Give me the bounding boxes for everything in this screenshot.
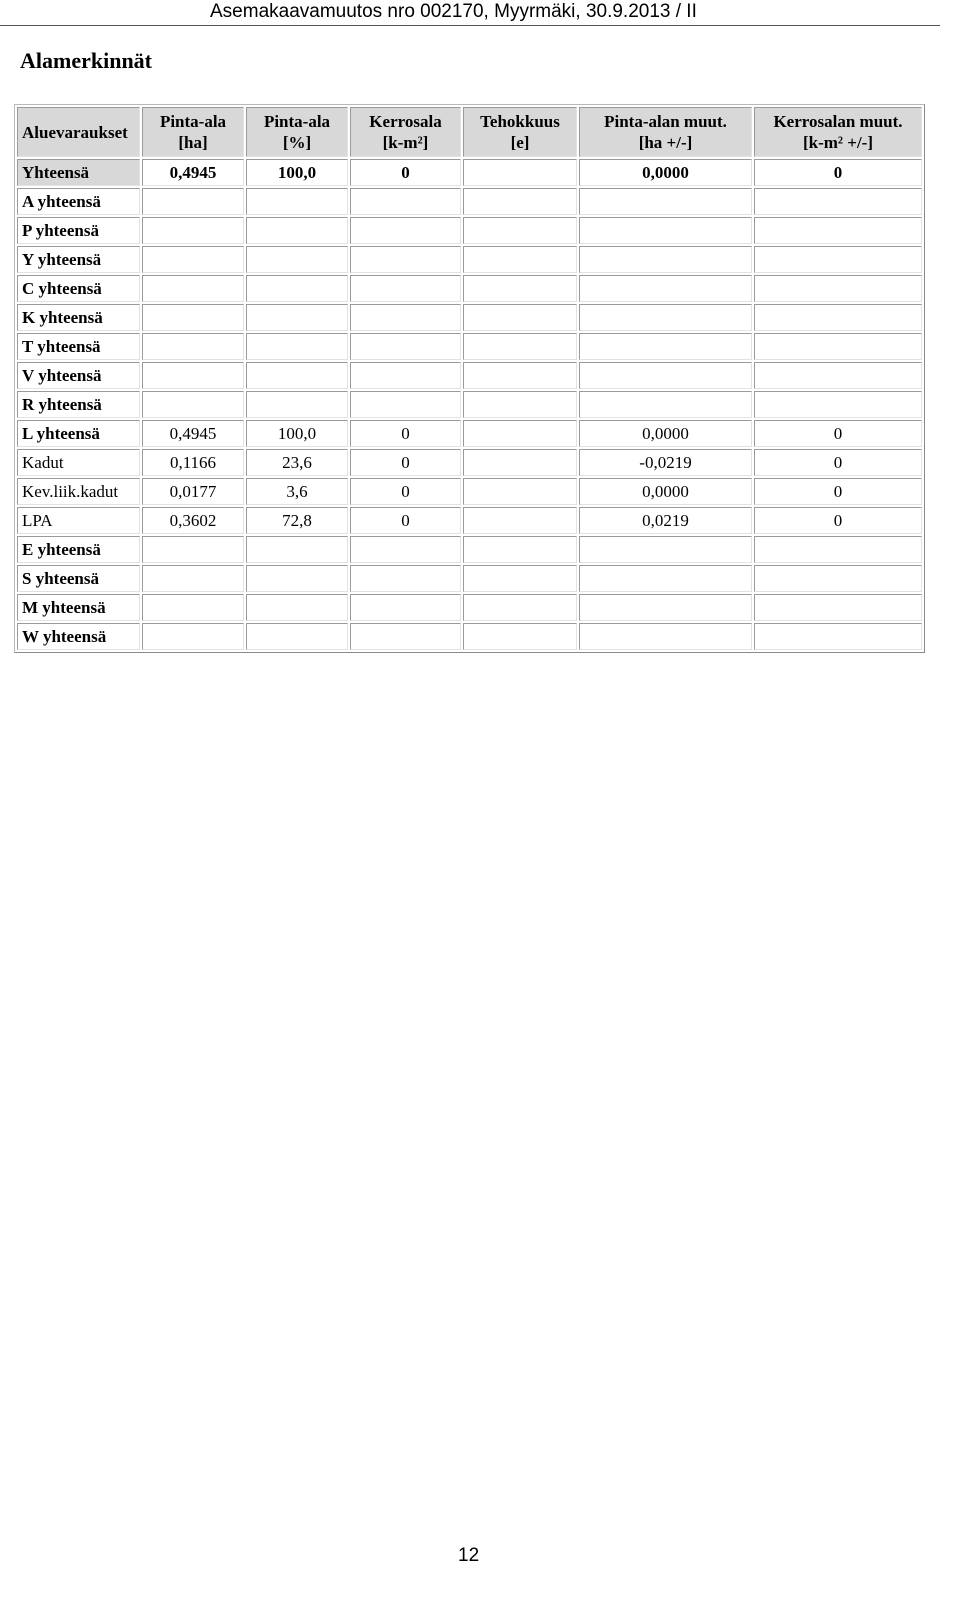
table-cell — [579, 391, 752, 418]
table-cell: -0,0219 — [579, 449, 752, 476]
row-label: Y yhteensä — [17, 246, 140, 273]
table-row — [17, 217, 922, 244]
table-row — [17, 565, 922, 592]
table-cell — [754, 565, 922, 592]
table-cell: 0 — [350, 420, 461, 447]
land-use-summary-table — [15, 105, 924, 652]
table-header — [17, 107, 922, 157]
table-cell: 100,0 — [246, 420, 348, 447]
table-cell — [579, 565, 752, 592]
table-row — [17, 275, 922, 302]
table-row — [17, 536, 922, 563]
table-cell: 0 — [350, 478, 461, 505]
table-cell — [579, 536, 752, 563]
table-cell: 0 — [754, 507, 922, 534]
table-cell: 0 — [754, 449, 922, 476]
table-cell: 0,0000 — [579, 159, 752, 186]
table-cell — [754, 275, 922, 302]
header-row — [17, 107, 922, 157]
row-label: L yhteensä — [17, 420, 140, 447]
column-header-title: Pinta-ala — [159, 112, 227, 131]
row-label: T yhteensä — [17, 333, 140, 360]
table-cell: 72,8 — [246, 507, 348, 534]
table-cell — [142, 333, 244, 360]
column-header-title: Pinta-alan muut. — [604, 112, 727, 131]
column-header-unit: [k-m²] — [382, 133, 429, 152]
table-cell — [754, 217, 922, 244]
row-label: K yhteensä — [17, 304, 140, 331]
column-header-unit: [k-m² +/-] — [802, 133, 874, 152]
table-cell — [246, 391, 348, 418]
row-label: V yhteensä — [17, 362, 140, 389]
table-cell — [463, 565, 577, 592]
table-cell — [463, 594, 577, 621]
table-cell: 0,0219 — [579, 507, 752, 534]
table-cell — [246, 333, 348, 360]
table-row — [17, 507, 922, 534]
table-cell — [142, 304, 244, 331]
table-cell: 0 — [350, 449, 461, 476]
column-header-unit: [%] — [282, 133, 312, 152]
table-cell — [246, 304, 348, 331]
column-header-title: Pinta-ala — [263, 112, 331, 131]
table-cell — [463, 536, 577, 563]
table-cell — [754, 246, 922, 273]
table-cell: 0 — [350, 159, 461, 186]
table-row — [17, 594, 922, 621]
row-label: R yhteensä — [17, 391, 140, 418]
row-label: C yhteensä — [17, 275, 140, 302]
table-cell: 0,4945 — [142, 420, 244, 447]
table-row — [17, 478, 922, 505]
table-cell — [754, 304, 922, 331]
row-label: S yhteensä — [17, 565, 140, 592]
table-cell — [754, 594, 922, 621]
row-label: M yhteensä — [17, 594, 140, 621]
table-cell — [350, 188, 461, 215]
table-cell — [350, 565, 461, 592]
table-cell — [463, 333, 577, 360]
table-cell: 0 — [754, 478, 922, 505]
table-cell: 0 — [754, 159, 922, 186]
table-cell — [579, 333, 752, 360]
column-header — [463, 107, 577, 157]
table-cell: 3,6 — [246, 478, 348, 505]
table-cell — [463, 420, 577, 447]
column-header-unit: [ha +/-] — [638, 133, 693, 152]
table-cell — [463, 507, 577, 534]
table-row — [17, 246, 922, 273]
table-cell: 0,0000 — [579, 478, 752, 505]
table-cell — [142, 246, 244, 273]
table-cell — [142, 536, 244, 563]
table-cell — [579, 304, 752, 331]
table-cell — [142, 217, 244, 244]
column-header — [579, 107, 752, 157]
table-cell: 0,0000 — [579, 420, 752, 447]
column-header-unit: [e] — [510, 133, 530, 152]
table-cell — [246, 188, 348, 215]
table-cell — [350, 391, 461, 418]
column-header — [17, 107, 140, 157]
column-header — [350, 107, 461, 157]
table-cell — [350, 217, 461, 244]
table-cell — [246, 565, 348, 592]
row-label: P yhteensä — [17, 217, 140, 244]
table-cell — [142, 275, 244, 302]
row-label: Yhteensä — [17, 159, 140, 186]
column-header — [754, 107, 922, 157]
table-row — [17, 188, 922, 215]
table-cell — [579, 275, 752, 302]
table-cell — [350, 304, 461, 331]
table-cell — [463, 623, 577, 650]
table-container — [14, 104, 925, 653]
table-cell — [579, 362, 752, 389]
row-label: E yhteensä — [17, 536, 140, 563]
table-cell: 0,3602 — [142, 507, 244, 534]
table-cell — [142, 565, 244, 592]
table-cell — [246, 536, 348, 563]
table-row — [17, 304, 922, 331]
table-cell — [246, 594, 348, 621]
table-cell: 0,4945 — [142, 159, 244, 186]
table-cell — [579, 594, 752, 621]
table-cell — [463, 188, 577, 215]
table-cell — [350, 333, 461, 360]
table-row — [17, 449, 922, 476]
table-cell — [463, 478, 577, 505]
table-cell: 0 — [754, 420, 922, 447]
table-cell — [754, 391, 922, 418]
table-cell — [142, 391, 244, 418]
table-cell — [754, 333, 922, 360]
table-cell — [142, 188, 244, 215]
table-cell — [142, 623, 244, 650]
table-cell — [350, 246, 461, 273]
table-cell — [350, 594, 461, 621]
table-cell — [350, 275, 461, 302]
table-cell — [579, 217, 752, 244]
table-cell — [246, 275, 348, 302]
table-cell — [463, 246, 577, 273]
table-cell — [579, 623, 752, 650]
table-cell — [754, 623, 922, 650]
row-label: LPA — [17, 507, 140, 534]
table-cell: 0 — [350, 507, 461, 534]
table-cell — [350, 623, 461, 650]
document-title: Asemakaavamuutos nro 002170, Myyrmäki, 30.9.2013 / II — [210, 1, 697, 22]
table-row — [17, 362, 922, 389]
table-cell — [579, 246, 752, 273]
column-header-title: Kerrosala — [369, 112, 442, 131]
table-row — [17, 623, 922, 650]
table-cell — [754, 536, 922, 563]
table-cell — [350, 536, 461, 563]
table-cell — [246, 362, 348, 389]
page-header — [0, 0, 940, 26]
table-row — [17, 391, 922, 418]
page-number: 12 — [458, 1545, 480, 1566]
table-cell — [246, 246, 348, 273]
table-cell: 23,6 — [246, 449, 348, 476]
table-cell — [463, 449, 577, 476]
table-cell — [754, 188, 922, 215]
table-cell — [463, 304, 577, 331]
table-cell — [463, 391, 577, 418]
row-label: W yhteensä — [17, 623, 140, 650]
column-header-title: Kerrosalan muut. — [773, 112, 903, 131]
column-header — [246, 107, 348, 157]
table-row — [17, 159, 922, 186]
row-label: Kadut — [17, 449, 140, 476]
table-cell: 0,1166 — [142, 449, 244, 476]
table-cell — [246, 217, 348, 244]
column-header — [142, 107, 244, 157]
column-header-title: Tehokkuus — [480, 112, 560, 131]
table-body — [17, 159, 922, 650]
table-cell — [463, 159, 577, 186]
table-cell: 0,0177 — [142, 478, 244, 505]
table-row — [17, 420, 922, 447]
table-cell — [142, 594, 244, 621]
table-cell — [463, 217, 577, 244]
column-header-title: Aluevaraukset — [22, 122, 128, 142]
table-cell — [579, 188, 752, 215]
table-cell — [463, 275, 577, 302]
table-cell — [246, 623, 348, 650]
table-row — [17, 333, 922, 360]
table-cell — [463, 362, 577, 389]
section-title: Alamerkinnät — [20, 48, 152, 73]
row-label: A yhteensä — [17, 188, 140, 215]
row-label: Kev.liik.kadut — [17, 478, 140, 505]
table-cell: 100,0 — [246, 159, 348, 186]
table-cell — [754, 362, 922, 389]
column-header-unit: [ha] — [178, 133, 208, 152]
table-cell — [350, 362, 461, 389]
table-cell — [142, 362, 244, 389]
